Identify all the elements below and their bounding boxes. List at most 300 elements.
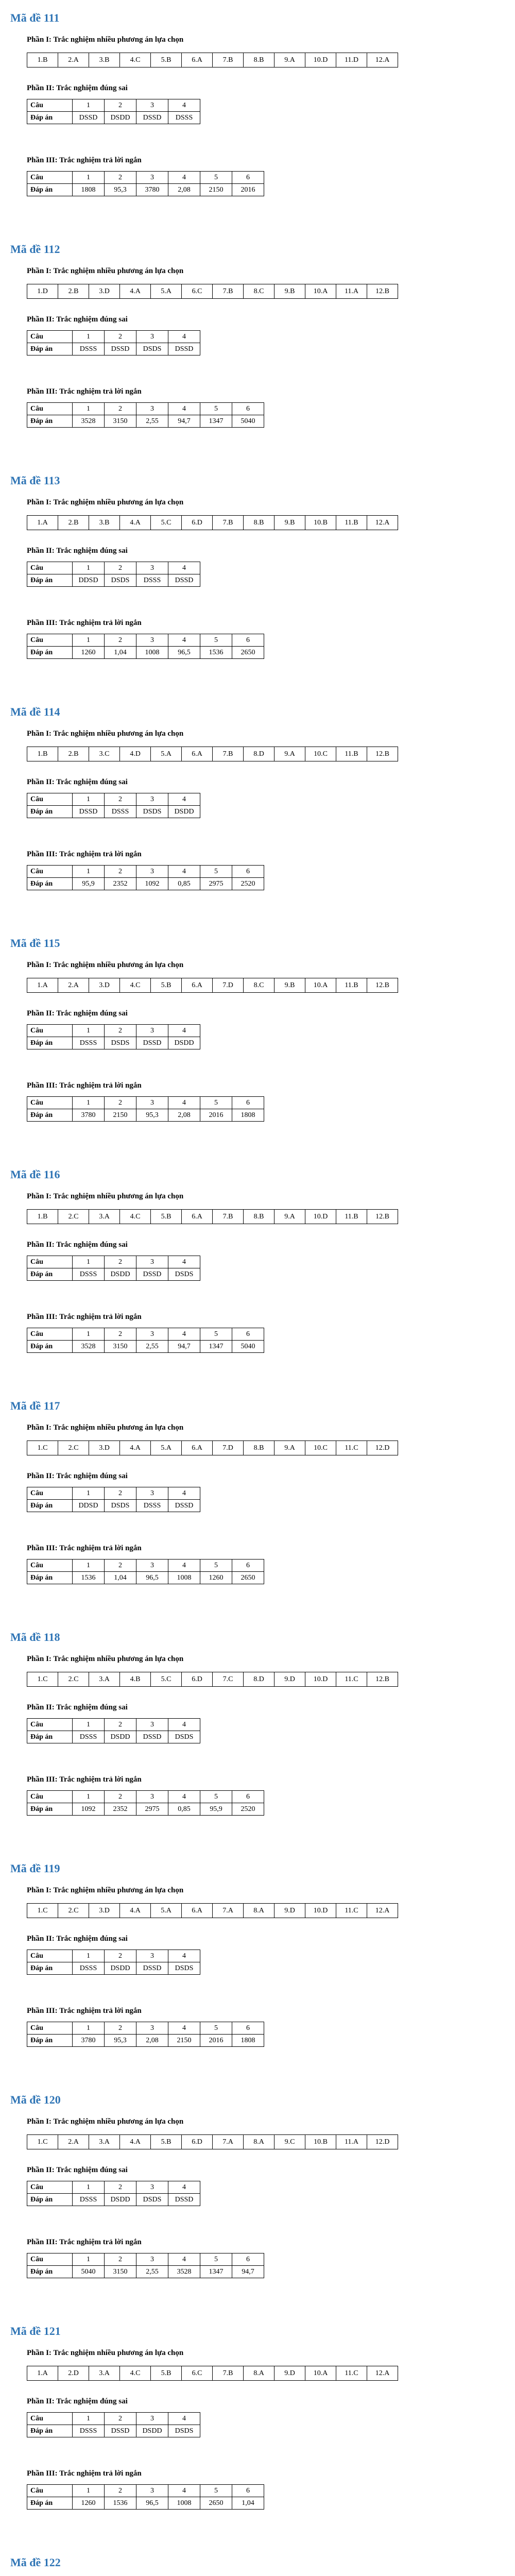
sa-answer-cell: 2520 [232, 1803, 264, 1816]
question-number-cell: 3 [136, 562, 168, 574]
table-row [27, 1210, 398, 1224]
sa-answer-cell: 3780 [136, 184, 168, 196]
mc-answer-cell: 12.B [367, 978, 398, 993]
mc-answer-cell: 8.D [244, 1672, 274, 1687]
mc-answer-cell: 6.D [182, 516, 213, 530]
mc-answer-cell: 8.C [244, 978, 274, 993]
table-row [27, 53, 398, 67]
tf-answer-cell: DDSD [73, 1500, 105, 1512]
mc-answer-cell: 7.C [213, 1672, 244, 1687]
sa-answer-cell: 2016 [200, 1109, 232, 1122]
mc-answer-cell: 6.A [182, 978, 213, 993]
mc-answer-cell: 2.C [58, 1441, 89, 1455]
row-label-dap-an: Đáp án [27, 878, 73, 890]
mc-answer-cell: 2.A [58, 53, 89, 67]
sa-answer-cell: 94,7 [168, 415, 200, 428]
mc-answer-cell: 2.A [58, 978, 89, 993]
question-number-cell: 2 [105, 2253, 136, 2266]
part-2-heading: Phần II: Trắc nghiệm đúng sai [27, 2166, 128, 2174]
mc-answer-cell: 11.C [336, 2366, 367, 2381]
row-label-cau: Câu [27, 562, 73, 574]
mc-answer-cell: 8.B [244, 53, 274, 67]
question-number-cell: 6 [232, 1328, 264, 1341]
mc-answer-cell: 4.D [120, 747, 151, 761]
sa-answer-cell: 1347 [200, 1341, 232, 1353]
sa-answer-cell: 94,7 [232, 2266, 264, 2278]
sa-answer-cell: 1,04 [232, 2497, 264, 2510]
question-number-cell: 4 [168, 1256, 200, 1268]
part-3-heading: Phần III: Trắc nghiệm trả lời ngắn [27, 1313, 142, 1321]
mc-answer-cell: 9.D [274, 1904, 305, 1918]
mc-answer-cell: 2.A [58, 2135, 89, 2149]
part-1-heading: Phần I: Trắc nghiệm nhiều phương án lựa chọn [27, 1423, 184, 1432]
question-number-cell: 1 [73, 634, 105, 647]
question-number-cell: 4 [168, 331, 200, 343]
mc-answer-cell: 4.C [120, 978, 151, 993]
question-number-cell: 2 [105, 99, 136, 112]
mc-answer-cell: 10.D [305, 1672, 336, 1687]
exam-code-title: Mã đề 113 [10, 474, 60, 487]
table-row [27, 634, 264, 647]
row-label-dap-an: Đáp án [27, 2194, 73, 2206]
short-answer-table [27, 634, 264, 659]
table-row [27, 1441, 398, 1455]
tf-answer-cell: DSDD [105, 112, 136, 124]
mc-answer-cell: 12.B [367, 1210, 398, 1224]
mc-answer-cell: 1.A [27, 2366, 58, 2381]
true-false-table [27, 1718, 200, 1743]
part-1-heading: Phần I: Trắc nghiệm nhiều phương án lựa chọn [27, 1886, 184, 1894]
mc-answer-cell: 5.A [151, 1441, 182, 1455]
question-number-cell: 2 [105, 2022, 136, 2035]
sa-answer-cell: 2016 [232, 184, 264, 196]
multiple-choice-table [27, 284, 398, 299]
sa-answer-cell: 2,55 [136, 1341, 168, 1353]
question-number-cell: 3 [136, 331, 168, 343]
mc-answer-cell: 7.A [213, 2135, 244, 2149]
mc-answer-cell: 3.A [89, 1210, 120, 1224]
tf-answer-cell: DSSD [73, 806, 105, 818]
sa-answer-cell: 5040 [232, 1341, 264, 1353]
true-false-table [27, 2412, 200, 2437]
question-number-cell: 4 [168, 1097, 200, 1109]
table-row [27, 2181, 200, 2194]
exam-code-title: Mã đề 120 [10, 2093, 61, 2106]
tf-answer-cell: DSSS [73, 1731, 105, 1743]
question-number-cell: 5 [200, 1097, 232, 1109]
table-row [27, 1904, 398, 1918]
multiple-choice-table [27, 2134, 398, 2149]
question-number-cell: 4 [168, 2413, 200, 2425]
question-number-cell: 3 [136, 2413, 168, 2425]
tf-answer-cell: DSSS [73, 1268, 105, 1281]
question-number-cell: 3 [136, 1328, 168, 1341]
question-number-cell: 3 [136, 1719, 168, 1731]
part-2-heading: Phần II: Trắc nghiệm đúng sai [27, 1472, 128, 1480]
mc-answer-cell: 10.D [305, 1904, 336, 1918]
true-false-table [27, 2181, 200, 2206]
mc-answer-cell: 7.B [213, 747, 244, 761]
question-number-cell: 6 [232, 172, 264, 184]
mc-answer-cell: 11.C [336, 1672, 367, 1687]
sa-answer-cell: 96,5 [136, 2497, 168, 2510]
mc-answer-cell: 4.A [120, 1904, 151, 1918]
row-label-dap-an: Đáp án [27, 415, 73, 428]
sa-answer-cell: 1536 [200, 647, 232, 659]
exam-code-block [0, 1399, 515, 1631]
question-number-cell: 6 [232, 1097, 264, 1109]
row-label-dap-an: Đáp án [27, 574, 73, 587]
tf-answer-cell: DSDD [105, 2194, 136, 2206]
tf-answer-cell: DSDS [105, 1500, 136, 1512]
question-number-cell: 6 [232, 2485, 264, 2497]
mc-answer-cell: 8.C [244, 284, 274, 299]
multiple-choice-table [27, 53, 398, 67]
question-number-cell: 2 [105, 1791, 136, 1803]
question-number-cell: 2 [105, 1560, 136, 1572]
table-row [27, 1560, 264, 1572]
mc-answer-cell: 6.A [182, 1210, 213, 1224]
row-label-dap-an: Đáp án [27, 343, 73, 355]
multiple-choice-table [27, 1672, 398, 1687]
mc-answer-cell: 12.A [367, 2366, 398, 2381]
table-row [27, 1672, 398, 1687]
mc-answer-cell: 11.B [336, 1210, 367, 1224]
question-number-cell: 1 [73, 331, 105, 343]
table-row [27, 1950, 200, 1962]
sa-answer-cell: 1536 [73, 1572, 105, 1584]
row-label-dap-an: Đáp án [27, 1572, 73, 1584]
row-label-dap-an: Đáp án [27, 806, 73, 818]
exam-code-block [0, 1862, 515, 2093]
table-row [27, 878, 264, 890]
exam-code-block [0, 1168, 515, 1399]
question-number-cell: 4 [168, 562, 200, 574]
table-row [27, 1328, 264, 1341]
question-number-cell: 6 [232, 403, 264, 415]
question-number-cell: 3 [136, 2253, 168, 2266]
mc-answer-cell: 4.B [120, 1672, 151, 1687]
mc-answer-cell: 9.D [274, 1672, 305, 1687]
part-1-heading: Phần I: Trắc nghiệm nhiều phương án lựa chọn [27, 2117, 184, 2126]
part-1-heading: Phần I: Trắc nghiệm nhiều phương án lựa chọn [27, 498, 184, 506]
part-1-heading: Phần I: Trắc nghiệm nhiều phương án lựa chọn [27, 961, 184, 969]
sa-answer-cell: 3780 [73, 1109, 105, 1122]
table-row [27, 516, 398, 530]
mc-answer-cell: 2.C [58, 1904, 89, 1918]
mc-answer-cell: 4.A [120, 1441, 151, 1455]
mc-answer-cell: 10.C [305, 747, 336, 761]
tf-answer-cell: DSSD [136, 1962, 168, 1975]
table-row [27, 2022, 264, 2035]
question-number-cell: 3 [136, 2181, 168, 2194]
row-label-dap-an: Đáp án [27, 2266, 73, 2278]
sa-answer-cell: 2975 [136, 1803, 168, 1816]
tf-answer-cell: DSSS [168, 112, 200, 124]
question-number-cell: 5 [200, 1560, 232, 1572]
sa-answer-cell: 95,3 [105, 2035, 136, 2047]
exam-code-block [0, 243, 515, 474]
question-number-cell: 5 [200, 403, 232, 415]
question-number-cell: 4 [168, 634, 200, 647]
sa-answer-cell: 95,3 [136, 1109, 168, 1122]
mc-answer-cell: 3.C [89, 747, 120, 761]
sa-answer-cell: 1347 [200, 415, 232, 428]
question-number-cell: 3 [136, 1487, 168, 1500]
row-label-cau: Câu [27, 1256, 73, 1268]
part-3-heading: Phần III: Trắc nghiệm trả lời ngắn [27, 156, 142, 164]
mc-answer-cell: 2.C [58, 1672, 89, 1687]
sa-answer-cell: 2,55 [136, 2266, 168, 2278]
table-row [27, 1341, 264, 1353]
sa-answer-cell: 95,9 [73, 878, 105, 890]
exam-code-title: Mã đề 111 [10, 11, 60, 24]
table-row [27, 1962, 200, 1975]
sa-answer-cell: 96,5 [168, 647, 200, 659]
question-number-cell: 5 [200, 172, 232, 184]
exam-code-title: Mã đề 112 [10, 243, 60, 256]
short-answer-table [27, 2484, 264, 2510]
mc-answer-cell: 9.D [274, 2366, 305, 2381]
question-number-cell: 3 [136, 1791, 168, 1803]
mc-answer-cell: 3.D [89, 978, 120, 993]
table-row [27, 1025, 200, 1037]
question-number-cell: 1 [73, 172, 105, 184]
tf-answer-cell: DSSD [168, 574, 200, 587]
question-number-cell: 1 [73, 1328, 105, 1341]
mc-answer-cell: 11.B [336, 747, 367, 761]
mc-answer-cell: 2.B [58, 516, 89, 530]
question-number-cell: 4 [168, 172, 200, 184]
sa-answer-cell: 2352 [105, 878, 136, 890]
tf-answer-cell: DSDS [105, 574, 136, 587]
mc-answer-cell: 9.B [274, 978, 305, 993]
short-answer-table [27, 1328, 264, 1353]
mc-answer-cell: 1.C [27, 2135, 58, 2149]
question-number-cell: 1 [73, 2413, 105, 2425]
mc-answer-cell: 9.A [274, 747, 305, 761]
mc-answer-cell: 10.A [305, 2366, 336, 2381]
table-row [27, 415, 264, 428]
mc-answer-cell: 3.A [89, 2366, 120, 2381]
mc-answer-cell: 10.C [305, 1441, 336, 1455]
table-row [27, 2413, 200, 2425]
question-number-cell: 5 [200, 866, 232, 878]
question-number-cell: 5 [200, 1328, 232, 1341]
short-answer-table [27, 2022, 264, 2047]
mc-answer-cell: 1.C [27, 1672, 58, 1687]
question-number-cell: 4 [168, 2022, 200, 2035]
tf-answer-cell: DSSS [105, 806, 136, 818]
part-3-heading: Phần III: Trắc nghiệm trả lời ngắn [27, 1081, 142, 1090]
multiple-choice-table [27, 1440, 398, 1455]
sa-answer-cell: 2650 [232, 647, 264, 659]
table-row [27, 806, 200, 818]
table-row [27, 1572, 264, 1584]
mc-answer-cell: 12.D [367, 1441, 398, 1455]
mc-answer-cell: 4.A [120, 2135, 151, 2149]
part-2-heading: Phần II: Trắc nghiệm đúng sai [27, 778, 128, 786]
table-row [27, 2266, 264, 2278]
sa-answer-cell: 96,5 [136, 1572, 168, 1584]
question-number-cell: 4 [168, 2485, 200, 2497]
tf-answer-cell: DSSD [136, 1731, 168, 1743]
mc-answer-cell: 7.B [213, 53, 244, 67]
sa-answer-cell: 1092 [136, 878, 168, 890]
sa-answer-cell: 1092 [73, 1803, 105, 1816]
mc-answer-cell: 2.B [58, 284, 89, 299]
sa-answer-cell: 3150 [105, 1341, 136, 1353]
question-number-cell: 1 [73, 1950, 105, 1962]
mc-answer-cell: 12.A [367, 53, 398, 67]
table-row [27, 1487, 200, 1500]
mc-answer-cell: 10.B [305, 2135, 336, 2149]
multiple-choice-table [27, 1903, 398, 1918]
row-label-dap-an: Đáp án [27, 2425, 73, 2437]
exam-code-title: Mã đề 115 [10, 937, 60, 950]
question-number-cell: 5 [200, 2485, 232, 2497]
exam-code-block [0, 474, 515, 705]
sa-answer-cell: 5040 [232, 415, 264, 428]
part-1-heading: Phần I: Trắc nghiệm nhiều phương án lựa chọn [27, 1655, 184, 1663]
question-number-cell: 6 [232, 1560, 264, 1572]
mc-answer-cell: 10.A [305, 284, 336, 299]
row-label-dap-an: Đáp án [27, 1109, 73, 1122]
sa-answer-cell: 1260 [73, 2497, 105, 2510]
mc-answer-cell: 12.B [367, 1672, 398, 1687]
mc-answer-cell: 2.C [58, 1210, 89, 1224]
mc-answer-cell: 10.D [305, 53, 336, 67]
table-row [27, 647, 264, 659]
true-false-table [27, 1950, 200, 1975]
row-label-cau: Câu [27, 793, 73, 806]
question-number-cell: 1 [73, 1560, 105, 1572]
exam-code-block [0, 705, 515, 937]
question-number-cell: 5 [200, 634, 232, 647]
mc-answer-cell: 6.A [182, 747, 213, 761]
table-row [27, 284, 398, 299]
question-number-cell: 6 [232, 634, 264, 647]
short-answer-table [27, 1790, 264, 1816]
tf-answer-cell: DSDS [136, 343, 168, 355]
question-number-cell: 4 [168, 1719, 200, 1731]
mc-answer-cell: 11.C [336, 1441, 367, 1455]
table-row [27, 574, 200, 587]
question-number-cell: 3 [136, 1256, 168, 1268]
mc-answer-cell: 5.A [151, 284, 182, 299]
question-number-cell: 3 [136, 793, 168, 806]
sa-answer-cell: 1260 [200, 1572, 232, 1584]
sa-answer-cell: 2150 [105, 1109, 136, 1122]
mc-answer-cell: 3.B [89, 53, 120, 67]
table-row [27, 2366, 398, 2381]
row-label-dap-an: Đáp án [27, 1803, 73, 1816]
question-number-cell: 4 [168, 1560, 200, 1572]
table-row [27, 331, 200, 343]
mc-answer-cell: 4.A [120, 284, 151, 299]
question-number-cell: 1 [73, 1256, 105, 1268]
mc-answer-cell: 6.A [182, 53, 213, 67]
table-row [27, 343, 200, 355]
tf-answer-cell: DSSD [136, 112, 168, 124]
tf-answer-cell: DSDS [136, 806, 168, 818]
table-row [27, 1719, 200, 1731]
row-label-cau: Câu [27, 1719, 73, 1731]
multiple-choice-table [27, 747, 398, 761]
sa-answer-cell: 1260 [73, 647, 105, 659]
short-answer-table [27, 865, 264, 890]
row-label-cau: Câu [27, 99, 73, 112]
sa-answer-cell: 2,08 [168, 184, 200, 196]
row-label-cau: Câu [27, 331, 73, 343]
row-label-dap-an: Đáp án [27, 1500, 73, 1512]
table-row [27, 2035, 264, 2047]
mc-answer-cell: 6.C [182, 2366, 213, 2381]
sa-answer-cell: 5040 [73, 2266, 105, 2278]
row-label-dap-an: Đáp án [27, 1731, 73, 1743]
sa-answer-cell: 95,9 [200, 1803, 232, 1816]
row-label-cau: Câu [27, 403, 73, 415]
sa-answer-cell: 3780 [73, 2035, 105, 2047]
sa-answer-cell: 2520 [232, 878, 264, 890]
sa-answer-cell: 2975 [200, 878, 232, 890]
table-row [27, 1037, 200, 1049]
part-3-heading: Phần III: Trắc nghiệm trả lời ngắn [27, 1544, 142, 1552]
sa-answer-cell: 3528 [73, 415, 105, 428]
mc-answer-cell: 7.A [213, 1904, 244, 1918]
sa-answer-cell: 94,7 [168, 1341, 200, 1353]
mc-answer-cell: 5.B [151, 2135, 182, 2149]
mc-answer-cell: 2.B [58, 747, 89, 761]
question-number-cell: 3 [136, 634, 168, 647]
mc-answer-cell: 12.D [367, 2135, 398, 2149]
table-row [27, 2253, 264, 2266]
exam-code-title: Mã đề 121 [10, 2325, 61, 2337]
question-number-cell: 4 [168, 1950, 200, 1962]
table-row [27, 562, 200, 574]
short-answer-table [27, 2253, 264, 2278]
short-answer-table [27, 1559, 264, 1584]
mc-answer-cell: 7.B [213, 2366, 244, 2381]
short-answer-table [27, 1096, 264, 1122]
table-row [27, 866, 264, 878]
exam-code-block [0, 2556, 515, 2576]
table-row [27, 1109, 264, 1122]
part-2-heading: Phần II: Trắc nghiệm đúng sai [27, 1935, 128, 1943]
sa-answer-cell: 1008 [168, 1572, 200, 1584]
question-number-cell: 2 [105, 1328, 136, 1341]
table-row [27, 2485, 264, 2497]
question-number-cell: 3 [136, 1560, 168, 1572]
question-number-cell: 2 [105, 1256, 136, 1268]
mc-answer-cell: 11.A [336, 2135, 367, 2149]
exam-code-block [0, 2093, 515, 2325]
question-number-cell: 1 [73, 1791, 105, 1803]
tf-answer-cell: DSSD [168, 2194, 200, 2206]
part-3-heading: Phần III: Trắc nghiệm trả lời ngắn [27, 2469, 142, 2478]
question-number-cell: 2 [105, 403, 136, 415]
row-label-cau: Câu [27, 2253, 73, 2266]
question-number-cell: 1 [73, 1025, 105, 1037]
part-1-heading: Phần I: Trắc nghiệm nhiều phương án lựa chọn [27, 36, 184, 44]
question-number-cell: 4 [168, 2181, 200, 2194]
mc-answer-cell: 9.A [274, 53, 305, 67]
true-false-table [27, 1256, 200, 1281]
mc-answer-cell: 8.A [244, 1904, 274, 1918]
row-label-dap-an: Đáp án [27, 2497, 73, 2510]
mc-answer-cell: 1.B [27, 747, 58, 761]
question-number-cell: 3 [136, 866, 168, 878]
